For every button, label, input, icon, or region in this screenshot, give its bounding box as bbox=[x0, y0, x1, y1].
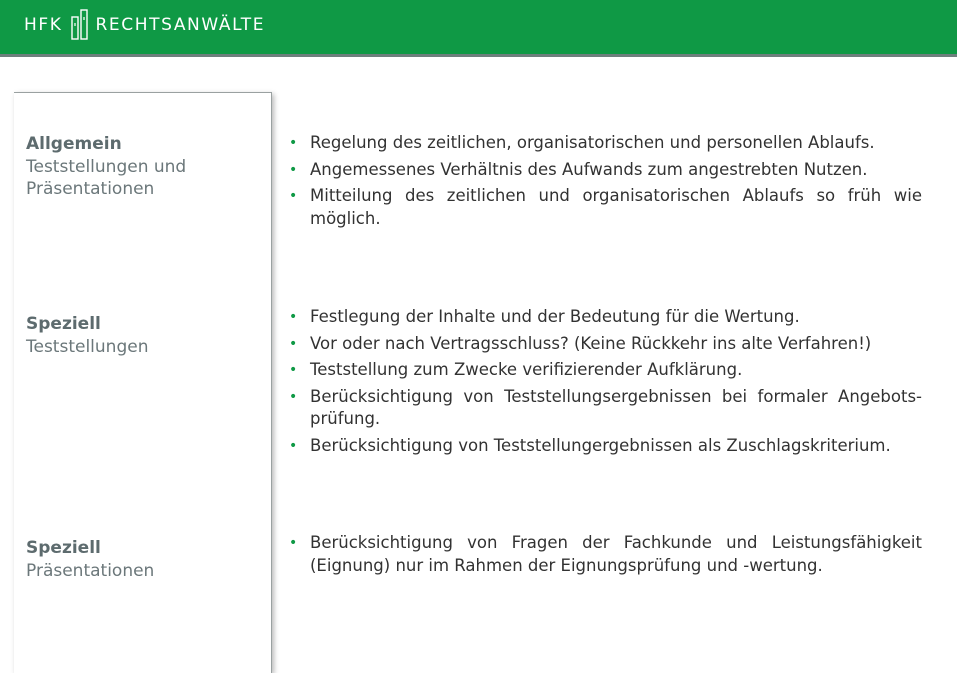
section-label-allgemein bbox=[26, 133, 266, 201]
logo-text-right: RECHTSANWÄLTE bbox=[95, 15, 266, 35]
bullet-dot-icon: • bbox=[289, 161, 298, 178]
header-bar bbox=[0, 0, 957, 54]
list-item: • Berücksichtigung von Teststellungsergebnissen bei formaler Angebots-prüfung. bbox=[289, 386, 922, 428]
bullet-dot-icon: • bbox=[289, 188, 298, 204]
list-item: • Teststellung zum Zwecke verifizierender Aufklärung. bbox=[289, 359, 922, 382]
list-item: • Vor oder nach Vertragsschluss? (Keine Rückkehr ins alte Verfahren!) bbox=[289, 333, 922, 356]
section-label-teststellungen bbox=[26, 313, 266, 358]
bullet-dot-icon: • bbox=[289, 437, 298, 454]
section-title: Speziell bbox=[26, 314, 101, 334]
header-divider bbox=[0, 54, 957, 57]
section-subtitle: Präsentationen bbox=[26, 560, 155, 581]
bullet-dot-icon: • bbox=[289, 535, 298, 551]
list-item: • Berücksichtigung von Fragen der Fachkunde und Leistungsfähigkeit (Eignung) nur im Rahmen der Eignungsprüfung und -wertung. bbox=[289, 533, 922, 575]
logo-mark-icon bbox=[69, 7, 91, 43]
bullet-dot-icon: • bbox=[289, 335, 298, 352]
list-item: • Mitteilung des zeitlichen und organisatorischen Ablaufs so früh wie möglich. bbox=[289, 186, 922, 228]
bullet-dot-icon: • bbox=[289, 135, 298, 151]
list-item: • Berücksichtigung von Teststellungergebnissen als Zuschlagskriterium. bbox=[289, 435, 922, 458]
section-title: Speziell bbox=[26, 538, 101, 558]
logo bbox=[24, 7, 265, 43]
list-item: • Angemessenes Verhältnis des Aufwands zum angestrebten Nutzen. bbox=[289, 159, 922, 182]
bullet-dot-icon: • bbox=[289, 388, 298, 405]
list-item: • Festlegung der Inhalte und der Bedeutung für die Wertung. bbox=[289, 306, 922, 329]
logo-text-left: HFK bbox=[24, 15, 63, 35]
section-subtitle: Teststellungen und Präsentationen bbox=[26, 156, 187, 199]
bullet-list-allgemein bbox=[289, 132, 922, 234]
section-subtitle: Teststellungen bbox=[26, 336, 149, 357]
section-label-praesentationen bbox=[26, 537, 266, 582]
bullet-dot-icon: • bbox=[289, 362, 298, 378]
section-title: Allgemein bbox=[26, 134, 122, 154]
bullet-list-teststellungen bbox=[289, 306, 922, 461]
list-item: • Regelung des zeitlichen, organisatorischen und personellen Ablaufs. bbox=[289, 132, 922, 155]
bullet-dot-icon: • bbox=[289, 309, 298, 325]
bullet-list-praesentationen bbox=[289, 532, 922, 581]
